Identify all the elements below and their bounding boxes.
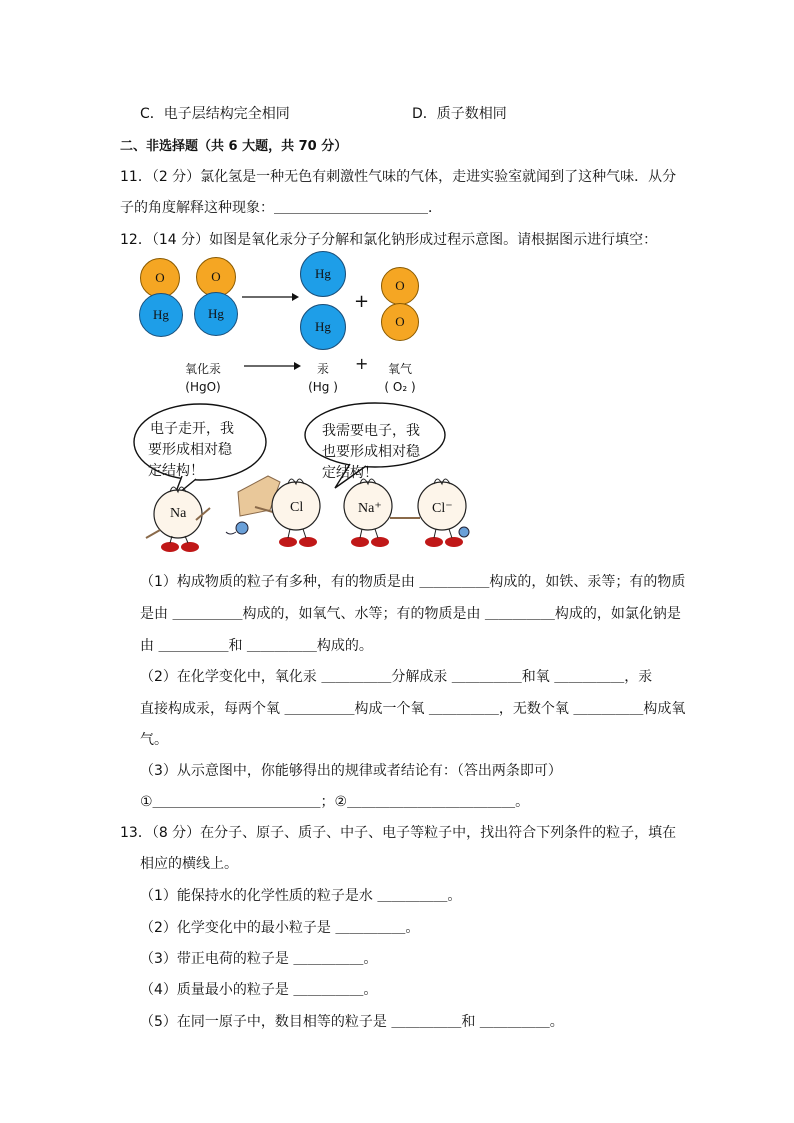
- bubble-na-line1: 电子走开，我: [150, 421, 234, 437]
- bubble-na-line3: 定结构！: [148, 463, 204, 479]
- q12-p2-line1: （2）在化学变化中，氧化汞 ＿＿＿＿＿分解成汞 ＿＿＿＿＿和氧 ＿＿＿＿＿，汞: [140, 669, 653, 685]
- section-header: 二、非选择题（共 6 大题，共 70 分）: [120, 139, 348, 154]
- q12-p2-line2: 直接构成汞，每两个氧 ＿＿＿＿＿构成一个氧 ＿＿＿＿＿，无数个氧 ＿＿＿＿＿构成氧: [140, 701, 686, 717]
- q13-item4: （4）质量最小的粒子是 ＿＿＿＿＿。: [140, 982, 378, 998]
- q12-p1-line3: 由 ＿＿＿＿＿和 ＿＿＿＿＿构成的。: [140, 638, 373, 654]
- plus-sign: +: [354, 291, 370, 312]
- oxygen-atom: O: [381, 303, 419, 341]
- cl-ion-label: Cl⁻: [432, 501, 453, 516]
- q12-p2-line3: 气。: [140, 732, 168, 748]
- na-ion-label: Na⁺: [358, 501, 382, 516]
- q12-p1-line1: （1）构成物质的粒子有多种，有的物质是由 ＿＿＿＿＿构成的，如铁、汞等；有的物质: [140, 574, 686, 590]
- q13-item2: （2）化学变化中的最小粒子是 ＿＿＿＿＿。: [140, 920, 420, 936]
- o2-formula: ( O₂ ): [384, 380, 416, 394]
- bubble-cl-line2: 也要形成相对稳: [322, 444, 420, 460]
- q12-p3-line1: （3）从示意图中，你能够得出的规律或者结论有：（答出两条即可）: [140, 763, 562, 779]
- oxygen-atom: O: [381, 267, 419, 305]
- q12-intro: 12．（14 分）如图是氧化汞分子分解和氯化钠形成过程示意图。请根据图示进行填空：: [120, 232, 658, 248]
- bubble-na-line2: 要形成相对稳: [148, 442, 232, 458]
- mercury-atom: Hg: [300, 251, 346, 297]
- hg-formula: (Hg ): [308, 380, 338, 394]
- option-d: D．质子数相同: [412, 106, 507, 122]
- option-c: C．电子层结构完全相同: [140, 106, 290, 122]
- q11-line1: 11．（2 分）氯化氢是一种无色有刺激性气味的气体，走进实验室就闻到了这种气味．从分: [120, 169, 677, 185]
- q13-line2: 相应的横线上。: [140, 856, 238, 872]
- q12-p1-line2: 是由 ＿＿＿＿＿构成的，如氧气、水等；有的物质是由 ＿＿＿＿＿构成的，如氯化钠是: [140, 606, 681, 622]
- q13-line1: 13．（8 分）在分子、原子、质子、中子、电子等粒子中，找出符合下列条件的粒子，填在: [120, 825, 677, 841]
- hg-name: 汞: [316, 362, 329, 376]
- oxygen-atom: O: [140, 258, 180, 298]
- q13-item3: （3）带正电荷的粒子是 ＿＿＿＿＿。: [140, 951, 378, 967]
- reaction-arrow-icon: [240, 290, 300, 304]
- cl-atom-label: Cl: [290, 500, 304, 515]
- hgo-name: 氧化汞: [184, 362, 221, 376]
- q13-item5: （5）在同一原子中，数目相等的粒子是 ＿＿＿＿＿和 ＿＿＿＿＿。: [140, 1014, 564, 1030]
- q13-item1: （1）能保持水的化学性质的粒子是水 ＿＿＿＿＿。: [140, 888, 462, 904]
- mercury-atom: Hg: [139, 293, 183, 337]
- plus-sign: +: [355, 354, 369, 373]
- bubble-cl-line1: 我需要电子，我: [322, 423, 420, 439]
- label-arrow-icon: [242, 359, 302, 373]
- na-atom-label: Na: [170, 506, 187, 521]
- o2-name: 氧气: [387, 362, 412, 376]
- bubble-cl-line3: 定结构！: [322, 465, 378, 481]
- q11-line2: 子的角度解释这种现象：＿＿＿＿＿＿＿＿＿＿＿．: [120, 200, 442, 216]
- mercury-atom: Hg: [194, 292, 238, 336]
- hgo-formula: (HgO): [185, 380, 221, 394]
- oxygen-atom: O: [196, 257, 236, 297]
- mercury-atom: Hg: [300, 304, 346, 350]
- q12-p3-line2: ①＿＿＿＿＿＿＿＿＿＿＿＿；②＿＿＿＿＿＿＿＿＿＿＿＿。: [140, 794, 530, 810]
